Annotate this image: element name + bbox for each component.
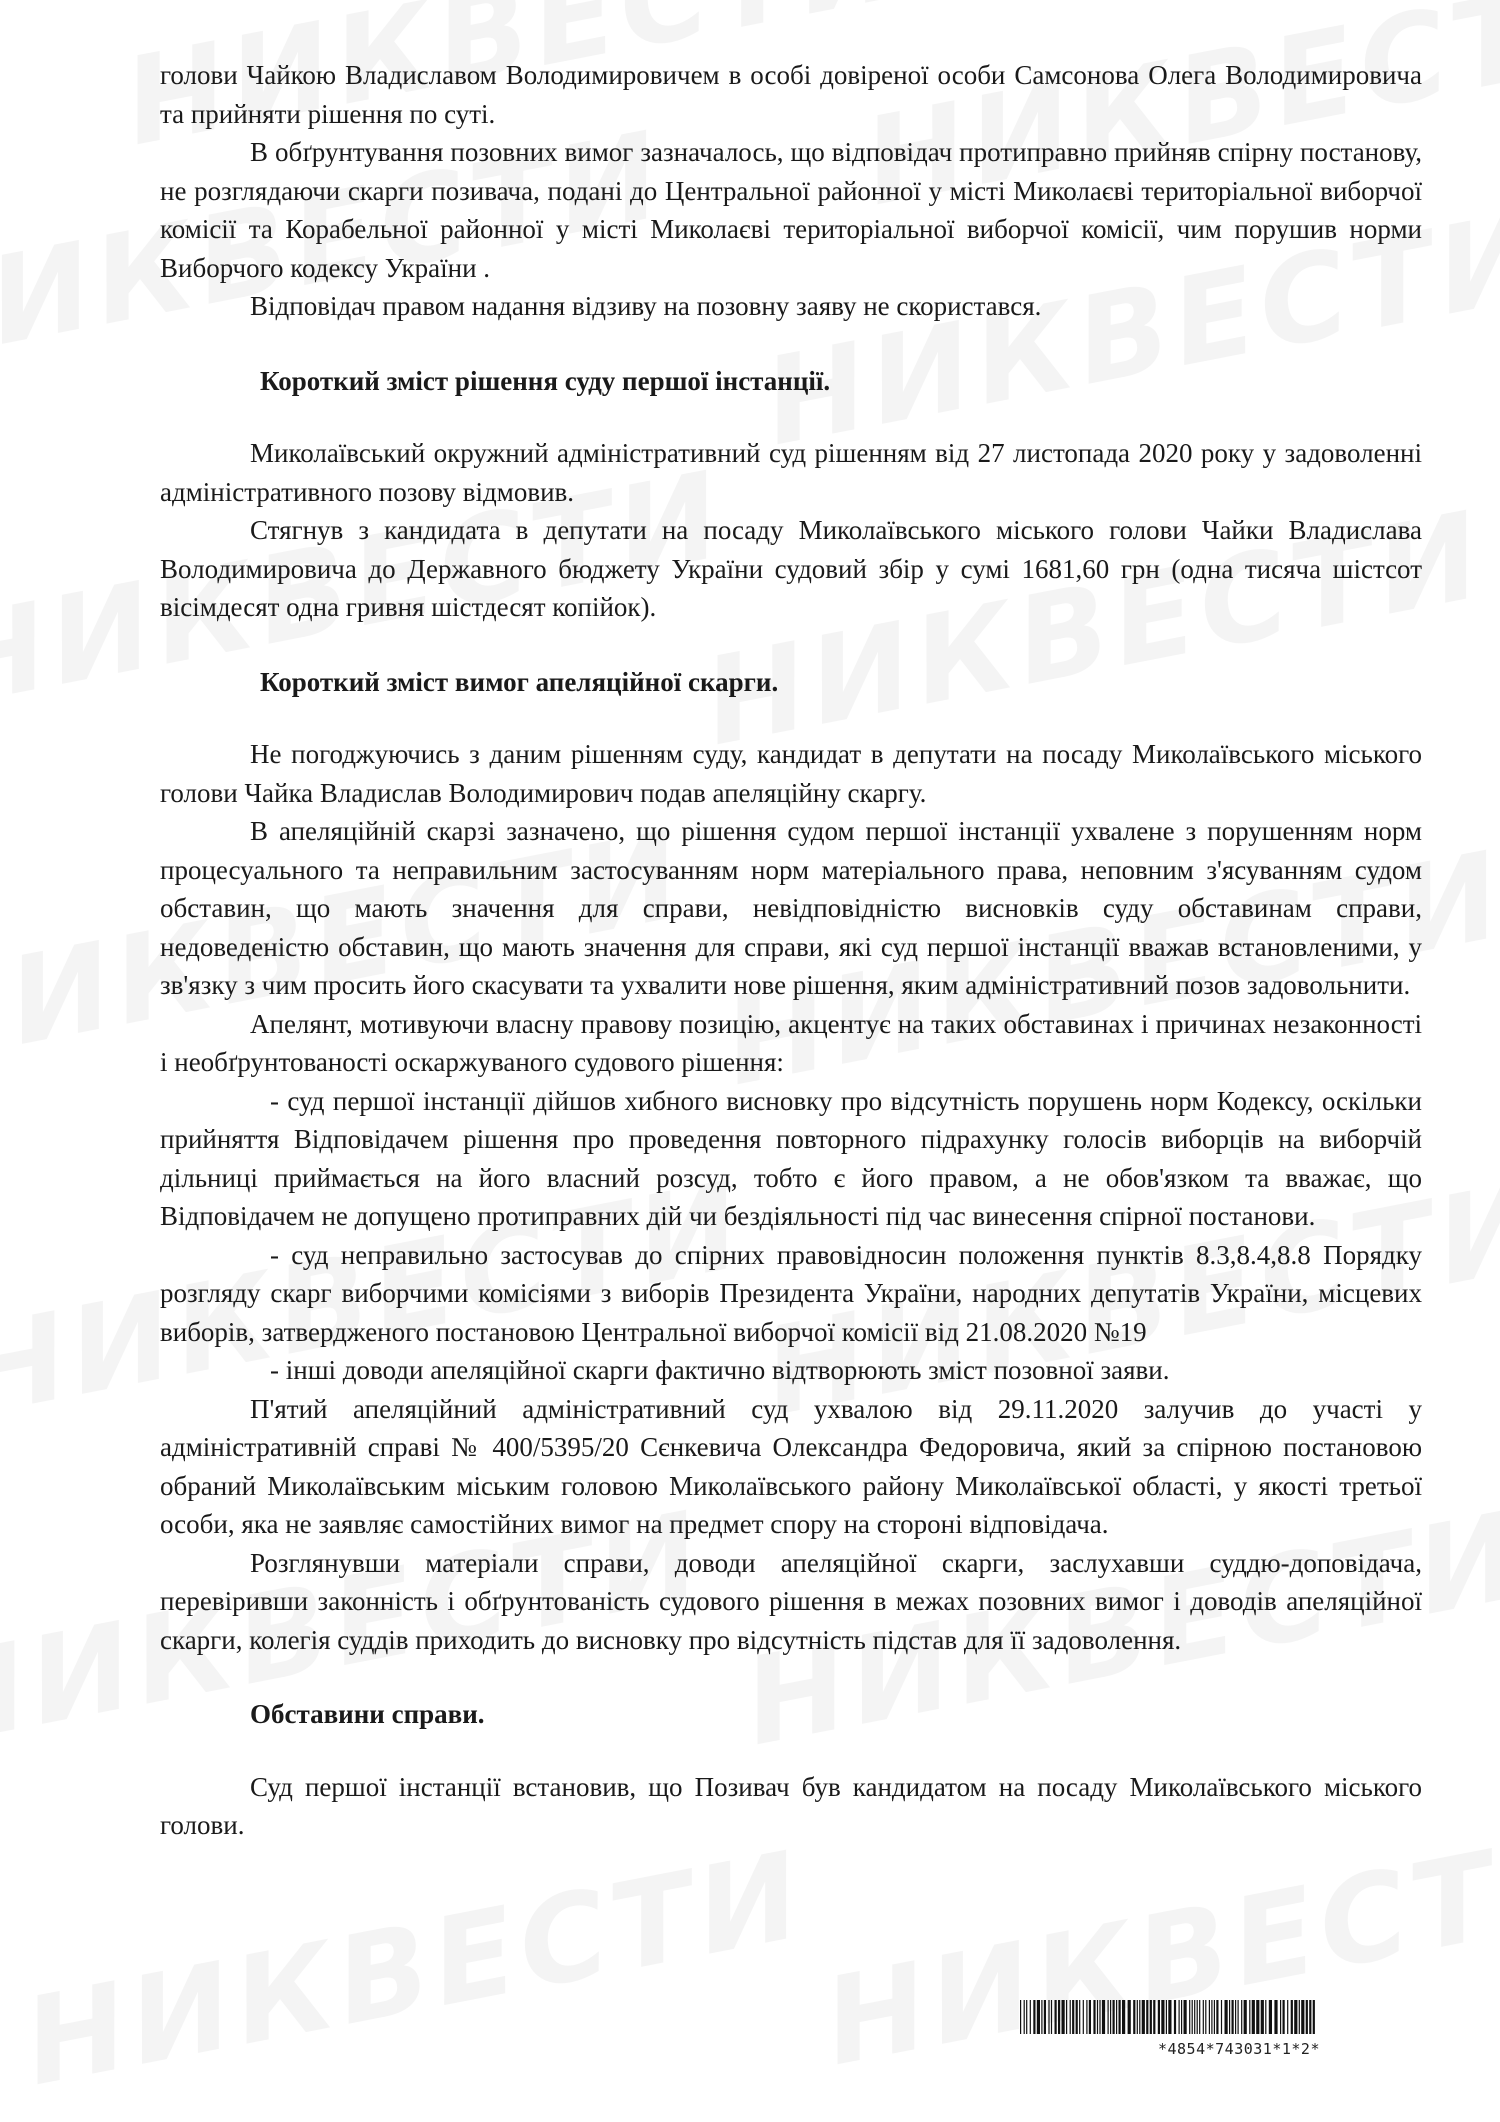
barcode-bar [1044,2000,1046,2034]
barcode-bars [1020,2000,1320,2034]
barcode-bar [1099,2000,1100,2034]
barcode-bar [1211,2000,1212,2034]
barcode-bar [1066,2000,1067,2034]
list-item: - суд неправильно застосував до спірних правовідносин положення пунктів 8.3,8.4,8.8 Порядку розгляду скарг виборчими комісіями з виборів Президента України, народних депутатів України, місцевих виборів, затвердженого постановою Центральної виборчої комісії від 21.08.2020 №19 [160,1239,1422,1347]
paragraph: Розглянувши матеріали справи, доводи апеляційної скарги, заслухавши суддю-доповідача, перевіривши законність і обґрунтованість судового рішення в межах позовних вимог і доводів апеляційної скарги, колегія суддів приходить до висновку про відсутність підстав для її задоволення. [160,1547,1422,1655]
barcode-bar [1306,2000,1308,2034]
barcode-bar [1024,2000,1025,2034]
barcode-bar [1229,2000,1230,2034]
section-heading: Короткий зміст вимог апеляційної скарги. [260,666,779,697]
paragraph: Не погоджуючись з даним рішенням суду, кандидат в депутати на посаду Миколаївського міського голови Чайка Владислав Володимирович подав апеляційну скаргу. [160,739,1422,808]
barcode-bar [1197,2000,1198,2034]
barcode-bar [1265,2000,1266,2034]
barcode-bar [1313,2000,1315,2034]
barcode-bar [1146,2000,1148,2034]
barcode-bar [1097,2000,1098,2034]
barcode-bar [1168,2000,1171,2034]
barcode-number: *4854*743031*1*2* [1157,2040,1320,2058]
barcode-bar [1026,2000,1027,2034]
barcode-bar [1192,2000,1193,2034]
barcode-bar [1244,2000,1247,2034]
barcode-bar [1261,2000,1264,2034]
barcode-bar [1301,2000,1304,2034]
paragraph: П'ятий апеляційний адміністративний суд ухвалою від 29.11.2020 залучив до участі у адміністративній справі № 400/5395/20 Сєнкевича Олександра Федоровича, який за спірною постановою обраний Миколаївським міським головою Миколаївського району Миколаївської області, у якості третьої особи, яка не заявляє самостійних вимог на предмет спору на стороні відповідача. [160,1393,1422,1539]
barcode-bar [1108,2000,1109,2034]
barcode-bar [1102,2000,1105,2034]
barcode-bar [1089,2000,1091,2034]
barcode-bar [1225,2000,1228,2034]
barcode-bar [1113,2000,1115,2034]
barcode-bar [1203,2000,1204,2034]
watermark-text [14,1826,817,2113]
paragraph: Стягнув з кандидата в депутати на посаду Миколаївського міського голови Чайки Владислава Володимировича до Державного бюджету України судовий збір у сумі 1681,60 грн (одна тисяча шістсот вісімдесят одна гривня шістдесят копійок). [160,515,1422,622]
barcode-bar [1070,2000,1071,2034]
barcode-bar [1179,2000,1180,2034]
barcode-bar [1174,2000,1176,2034]
barcode-bar [1274,2000,1277,2034]
list-item: - суд першої інстанції дійшов хибного висновку про відсутність порушень норм Кодексу, оскільки прийняття Відповідачем рішення про проведення повторного підрахунку голосів виборців на виборчій дільниці приймається на його власний розсуд, тобто є його правом, а не обов'язком та вважає, що Відповідачем не допущено протиправних дій чи бездіяльності під час винесення спірної постанови. [160,1085,1422,1231]
barcode-bar [1221,2000,1222,2034]
barcode-bar [1058,2000,1060,2034]
barcode-bar [1139,2000,1140,2034]
barcode-bar [1116,2000,1117,2034]
paragraph: голови Чайкою Владиславом Володимировичем в особі довіреної особи Самсонова Олега Володимировича та прийняти рішення по суті. [160,60,1422,129]
barcode-bar [1137,2000,1138,2034]
barcode-bar [1051,2000,1052,2034]
barcode-bar [1241,2000,1242,2034]
barcode-bar [1252,2000,1255,2034]
barcode-bar [1086,2000,1087,2034]
barcode-bar [1287,2000,1288,2034]
barcode-bar [1256,2000,1259,2034]
barcode-bar [1150,2000,1152,2034]
barcode-bar [1161,2000,1164,2034]
barcode-bar [1158,2000,1160,2034]
barcode-bar [1048,2000,1049,2034]
barcode-bar [1249,2000,1250,2034]
barcode-bar [1055,2000,1057,2034]
barcode-bar [1184,2000,1187,2034]
barcode-bar [1214,2000,1215,2034]
section-heading: Короткий зміст рішення суду першої інстанції. [260,365,831,396]
document-body [160,56,1422,1845]
paragraph: Відповідач правом надання відзиву на позовну заяву не скористався. [250,291,1042,321]
barcode-bar [1232,2000,1234,2034]
barcode-bar [1194,2000,1195,2034]
barcode-bar [1128,2000,1131,2034]
barcode-bar [1299,2000,1300,2034]
barcode-bar [1199,2000,1200,2034]
barcode-bar [1079,2000,1080,2034]
barcode-bar [1037,2000,1040,2034]
barcode-bar [1033,2000,1035,2034]
paragraph: В обґрунтування позовних вимог зазначалось, що відповідач протиправно прийняв спірну постанову, не розглядаючи скарги позивача, подані до Центральної районної у місті Миколаєві територіальної виборчої комісії та Корабельної районної у місті Миколаєві територіальної виборчої комісії, чим порушив норми Виборчого кодексу України . [160,137,1422,283]
barcode-bar [1294,2000,1297,2034]
barcode [1020,2000,1320,2070]
barcode-bar [1020,2000,1021,2034]
barcode-bar [1291,2000,1293,2034]
barcode-bar [1122,2000,1125,2034]
paragraph: Апелянт, мотивуючи власну правову позицію, акцентує на таких обставинах і причинах незаконності і необґрунтованості оскаржуваного судового рішення: [160,1008,1422,1077]
list-item: - інші доводи апеляційної скарги фактично відтворюють зміст позовної заяви. [270,1355,1170,1385]
barcode-bar [1189,2000,1190,2034]
barcode-bar [1283,2000,1285,2034]
barcode-bar [1235,2000,1236,2034]
section-heading: Обставини справи. [250,1699,485,1729]
paragraph: Миколаївський окружний адміністративний суд рішенням від 27 листопада 2020 року у задоволенні адміністративного позову відмовив. [160,438,1422,507]
barcode-bar [1030,2000,1031,2034]
barcode-bar [1083,2000,1084,2034]
barcode-bar [1209,2000,1210,2034]
barcode-bar [1041,2000,1042,2034]
barcode-bar [1119,2000,1121,2034]
barcode-bar [1269,2000,1272,2034]
barcode-bar [1238,2000,1239,2034]
barcode-bar [1062,2000,1065,2034]
barcode-bar [1093,2000,1095,2034]
barcode-bar [1133,2000,1135,2034]
barcode-bar [1153,2000,1155,2034]
barcode-bar [1076,2000,1078,2034]
barcode-bar [1216,2000,1218,2034]
barcode-bar [1181,2000,1182,2034]
paragraph: В апеляційній скарзі зазначено, що рішення судом першої інстанції ухвалене з порушенням норм процесуального та неправильним застосуванням норм матеріального права, неповним з'ясуванням судом обставин, що мають значення для справи, невідповідністю висновків суду обставинам справи, недоведеністю обставин, що мають значення для справи, які суд першої інстанції вважав встановленими, у зв'язку з чим просить його скасувати та ухвалити нове рішення, яким адміністративний позов задовольнити. [160,816,1422,1000]
barcode-bar [1280,2000,1281,2034]
barcode-bar [1309,2000,1311,2034]
barcode-bar [1205,2000,1206,2034]
barcode-bar [1142,2000,1145,2034]
barcode-bar [1072,2000,1074,2034]
paragraph: Суд першої інстанції встановив, що Позивач був кандидатом на посаду Миколаївського міського голови. [160,1771,1422,1840]
barcode-bar [1110,2000,1111,2034]
barcode-bar [1166,2000,1167,2034]
